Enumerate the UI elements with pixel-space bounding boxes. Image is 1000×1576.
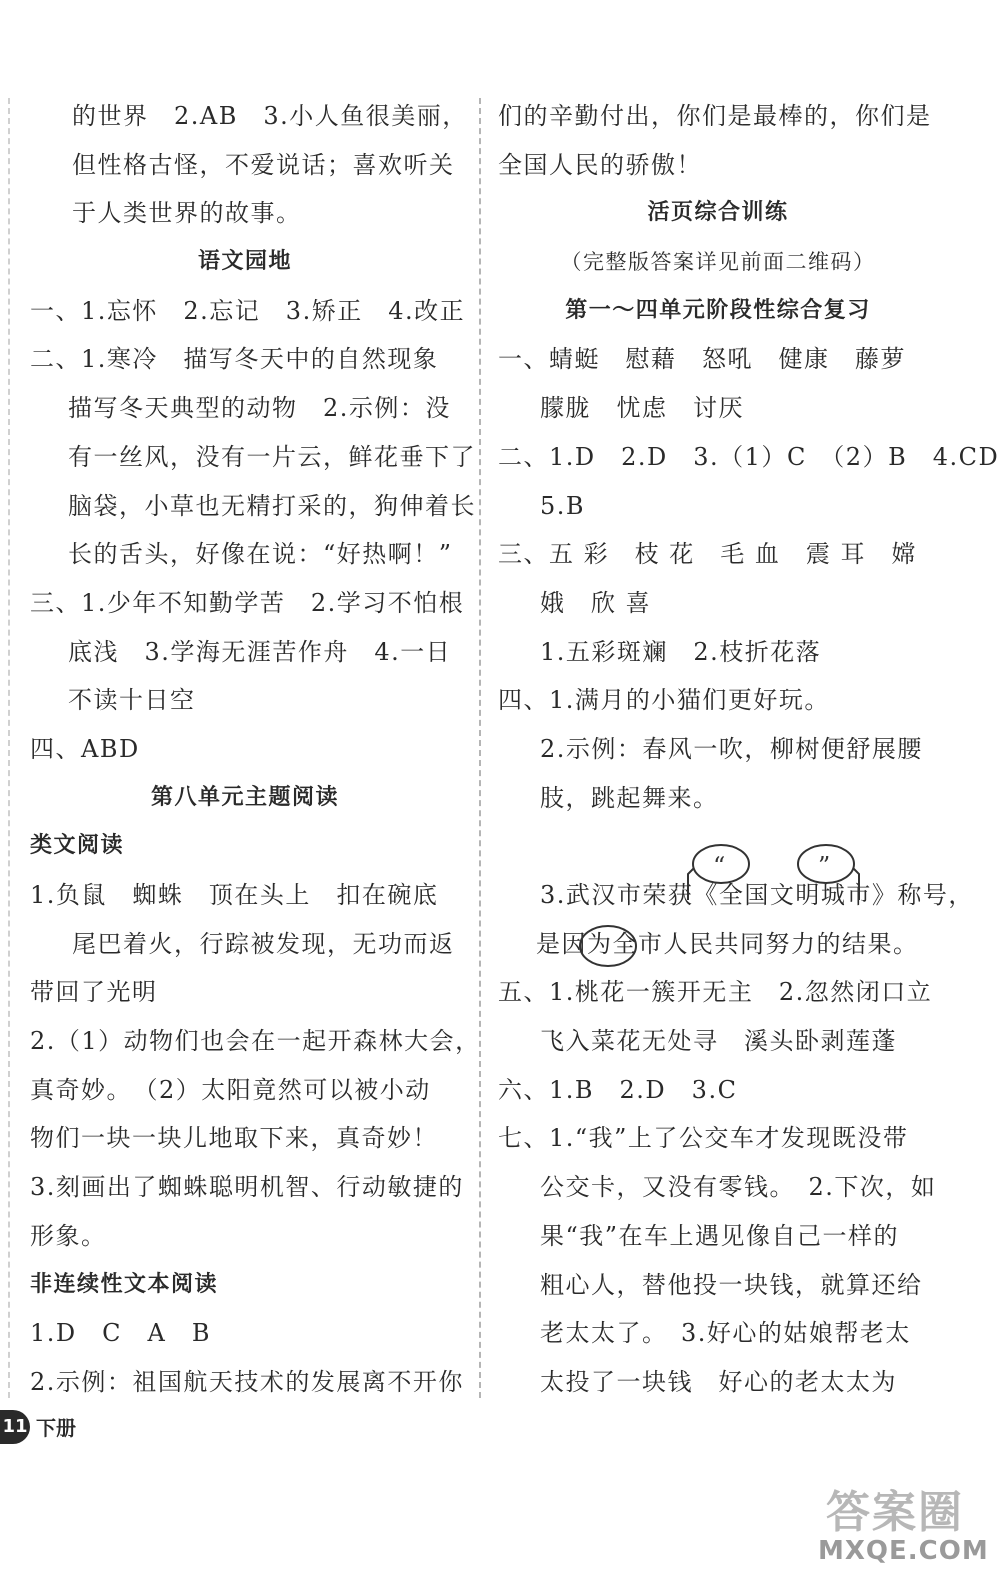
left-margin-line bbox=[8, 98, 10, 1398]
left-line: 物们一块一块儿地取下来，真奇妙！ bbox=[30, 1124, 438, 1153]
right-line: （完整版答案详见前面二维码） bbox=[560, 250, 876, 275]
left-line: 于人类世界的故事。 bbox=[72, 199, 302, 228]
right-line: 5.B bbox=[540, 491, 586, 520]
left-line: 长的舌头，好像在说：“好热啊！” bbox=[68, 540, 453, 569]
right-line: 六、1.B 2.D 3.C bbox=[498, 1075, 738, 1104]
watermark-url: MXQE.COM bbox=[818, 1536, 989, 1566]
column-divider bbox=[479, 98, 481, 1398]
right-line: 七、1.“我”上了公交车才发现既没带 bbox=[498, 1124, 909, 1153]
left-line: 第八单元主题阅读 bbox=[150, 784, 339, 810]
left-line: 尾巴着火，行踪被发现，无功而返 bbox=[72, 929, 455, 958]
left-line: 真奇妙。 （2）太阳竟然可以被小动 bbox=[30, 1075, 431, 1104]
left-line: 但性格古怪，不爱说话；喜欢听关 bbox=[72, 150, 455, 179]
left-line: 形象。 bbox=[30, 1221, 107, 1250]
right-line: 公交卡，又没有零钱。 2.下次，如 bbox=[540, 1173, 937, 1202]
right-line: 粗心人，替他投一块钱，就算还给 bbox=[540, 1270, 923, 1299]
right-line: 2.示例：春风一吹，柳树便舒展腰 bbox=[540, 734, 923, 763]
right-line: 活页综合训练 bbox=[647, 200, 789, 226]
right-line: 三、五 彩 枝 花 毛 血 震 耳 嫦 bbox=[498, 540, 918, 569]
right-line: 是因为全市人民共同努力的结果。 bbox=[536, 929, 919, 958]
left-line: 的世界 2.AB 3.小人鱼很美丽， bbox=[72, 102, 468, 130]
right-line: 太投了一块钱 好心的老太太为 bbox=[540, 1367, 897, 1396]
left-column bbox=[30, 92, 481, 1407]
right-line: 朦胧 忧虑 讨厌 bbox=[540, 394, 744, 423]
left-line: 3.刻画出了蜘蛛聪明机智、行动敏捷的 bbox=[30, 1173, 464, 1202]
left-line: 1.D C A B bbox=[30, 1319, 211, 1348]
right-line: 1.五彩斑斓 2.枝折花落 bbox=[540, 637, 822, 666]
right-line: 娥 欣 喜 bbox=[540, 588, 652, 617]
close-quote-mark: ” bbox=[818, 852, 831, 880]
right-line: 飞入菜花无处寻 溪头卧剥莲蓬 bbox=[540, 1027, 897, 1056]
right-column bbox=[498, 92, 1000, 1407]
left-line: 不读十日空 bbox=[68, 686, 196, 715]
left-line: 脑袋，小草也无精打采的，狗伸着长 bbox=[68, 491, 476, 520]
left-line: 非连续性文本阅读 bbox=[30, 1271, 219, 1297]
left-line: 一、1.忘怀 2.忘记 3.矫正 4.改正 bbox=[30, 296, 466, 325]
left-line: 描写冬天典型的动物 2.示例：没 bbox=[68, 394, 451, 423]
right-line: 四、1.满月的小猫们更好玩。 bbox=[498, 686, 830, 715]
right-line: 全国人民的骄傲！ bbox=[498, 150, 702, 179]
right-line: 一、蜻蜓 慰藉 怒吼 健康 藤萝 bbox=[498, 345, 906, 374]
right-line: 3.武汉市荣获《全国文明城市》称号， bbox=[540, 881, 974, 909]
left-line: 语文园地 bbox=[197, 249, 292, 275]
right-line: 第一～四单元阶段性综合复习 bbox=[565, 297, 871, 323]
right-line bbox=[498, 822, 938, 871]
watermark-title: 答案圈 bbox=[826, 1487, 964, 1538]
left-line: 四、ABD bbox=[30, 734, 140, 763]
left-line: 2.示例：祖国航天技术的发展离不开你 bbox=[30, 1367, 464, 1396]
left-line: 2.（1）动物们也会在一起开森林大会， bbox=[30, 1027, 481, 1056]
open-quote-mark: “ bbox=[713, 852, 726, 880]
volume-label: 下册 bbox=[36, 1416, 76, 1440]
right-line: 们的辛勤付出，你们是最棒的，你们是 bbox=[498, 102, 932, 130]
left-line: 带回了光明 bbox=[30, 978, 158, 1007]
right-line: 肢，跳起舞来。 bbox=[540, 783, 719, 812]
left-line: 三、1.少年不知勤学苦 2.学习不怕根 bbox=[30, 588, 465, 617]
left-line: 类文阅读 bbox=[30, 833, 125, 859]
left-line: 有一丝风，没有一片云，鲜花垂下了 bbox=[68, 442, 476, 471]
left-line: 底浅 3.学海无涯苦作舟 4.一日 bbox=[68, 637, 452, 666]
left-line: 1.负鼠 蜘蛛 顶在头上 扣在碗底 bbox=[30, 881, 439, 909]
left-line: 二、1.寒冷 描写冬天中的自然现象 bbox=[30, 345, 439, 374]
right-line: 二、1.D 2.D 3.（1）C （2）B 4.CD bbox=[498, 442, 1000, 471]
right-line: 老太太了。 3.好心的姑娘帮老太 bbox=[540, 1319, 911, 1348]
page-number: 11 bbox=[0, 1410, 30, 1444]
right-line: 五、1.桃花一簇开无主 2.忽然闭口立 bbox=[498, 978, 933, 1007]
right-line: 果“我”在车上遇见像自己一样的 bbox=[540, 1221, 900, 1250]
